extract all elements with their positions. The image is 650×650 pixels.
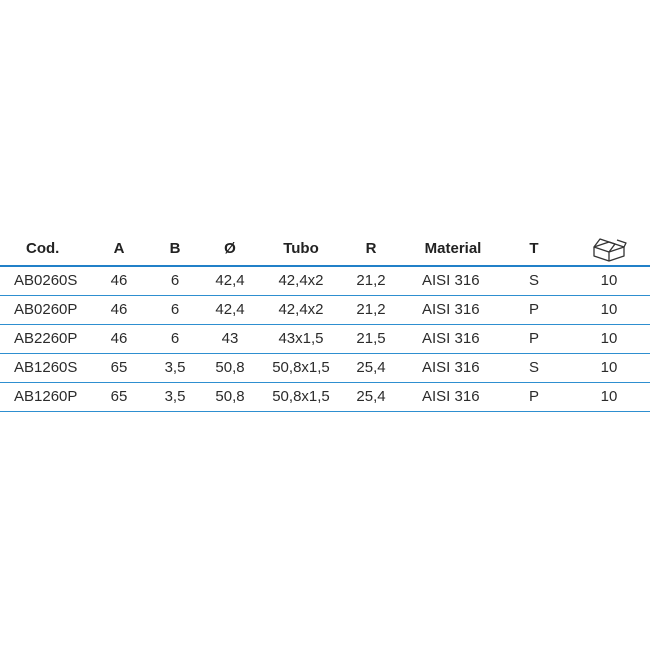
cell-d: 50,8: [215, 359, 245, 376]
cell-d: 42,4: [215, 301, 245, 318]
cell-d: 42,4: [215, 272, 245, 289]
spec-table: [0, 232, 650, 405]
row-rule: [0, 411, 650, 412]
cell-qty: 10: [600, 272, 618, 289]
cell-b: 6: [170, 330, 180, 347]
cell-d: 43: [221, 330, 239, 347]
cell-material: AISI 316: [422, 272, 480, 289]
header-tubo: Tubo: [283, 240, 319, 257]
table-row: [0, 324, 650, 353]
header-t: T: [529, 240, 539, 257]
table-row: [0, 295, 650, 324]
cell-material: AISI 316: [422, 330, 480, 347]
cell-t: S: [528, 359, 539, 376]
cell-t: S: [528, 272, 539, 289]
cell-t: P: [528, 330, 539, 347]
table-row: [0, 382, 650, 411]
cell-qty: 10: [600, 301, 618, 318]
table-header-row: [0, 232, 650, 265]
header-diameter: Ø: [224, 240, 236, 257]
cell-r: 21,5: [356, 330, 386, 347]
cell-r: 25,4: [356, 359, 386, 376]
cell-tubo: 42,4x2: [278, 301, 324, 318]
cell-r: 21,2: [356, 301, 386, 318]
cell-material: AISI 316: [422, 388, 480, 405]
cell-a: 46: [110, 330, 128, 347]
header-r: R: [365, 240, 377, 257]
cell-d: 50,8: [215, 388, 245, 405]
cell-b: 6: [170, 272, 180, 289]
cell-r: 25,4: [356, 388, 386, 405]
cell-t: P: [528, 388, 539, 405]
cell-a: 65: [110, 359, 128, 376]
cell-qty: 10: [600, 330, 618, 347]
cell-material: AISI 316: [422, 301, 480, 318]
cell-cod: AB1260S: [14, 359, 78, 376]
cell-b: 3,5: [164, 359, 186, 376]
header-b: B: [169, 240, 181, 257]
cell-tubo: 50,8x1,5: [272, 359, 330, 376]
cell-cod: AB0260P: [14, 301, 78, 318]
table-row: [0, 266, 650, 295]
cell-a: 46: [110, 301, 128, 318]
cell-b: 6: [170, 301, 180, 318]
cell-cod: AB1260P: [14, 388, 78, 405]
cell-material: AISI 316: [422, 359, 480, 376]
cell-r: 21,2: [356, 272, 386, 289]
cell-b: 3,5: [164, 388, 186, 405]
header-a: A: [113, 240, 125, 257]
cell-a: 65: [110, 388, 128, 405]
cell-a: 46: [110, 272, 128, 289]
cell-cod: AB2260P: [14, 330, 78, 347]
header-material: Material: [424, 240, 482, 257]
cell-t: P: [528, 301, 539, 318]
cell-tubo: 42,4x2: [278, 272, 324, 289]
header-cod: Cod.: [26, 240, 60, 257]
cell-qty: 10: [600, 388, 618, 405]
cell-cod: AB0260S: [14, 272, 78, 289]
table-row: [0, 353, 650, 382]
cell-tubo: 43x1,5: [278, 330, 324, 347]
box-icon: [588, 232, 630, 265]
cell-tubo: 50,8x1,5: [272, 388, 330, 405]
cell-qty: 10: [600, 359, 618, 376]
